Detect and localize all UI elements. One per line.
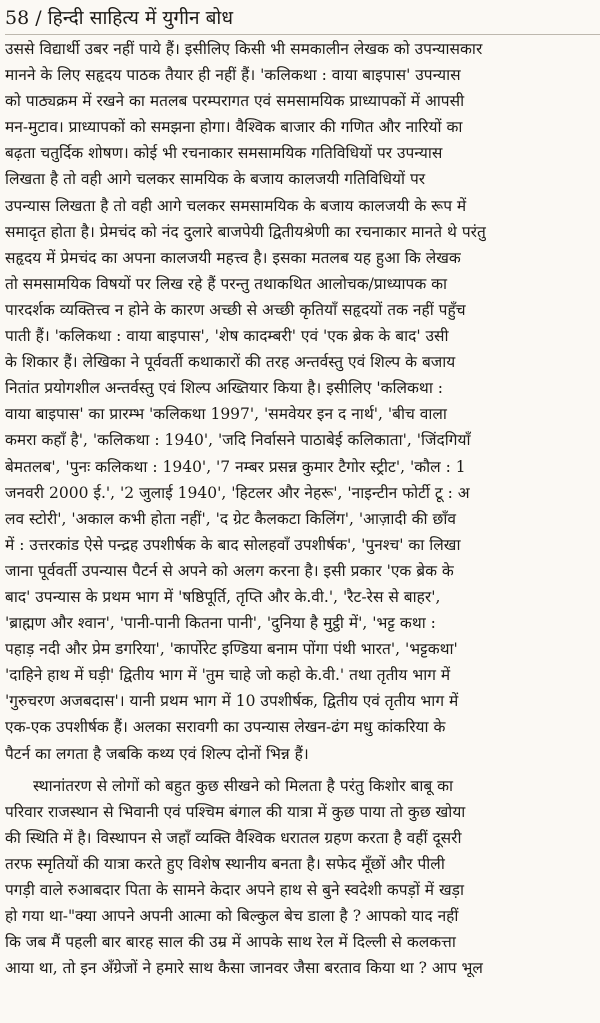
paragraph-1 bbox=[5, 36, 597, 767]
text-line: लिखता है तो वही आगे चलकर सामयिक के बजाय कालजयी गतिविधियों पर bbox=[5, 170, 426, 189]
text-line: कमरा कहाँ है', 'कलिकथा : 1940', 'जदि निर्वासने पाठाबेई कलिकाता', 'जिंदगियाँ bbox=[5, 431, 471, 450]
text-line: पगड़ी वाले रुआबदार पिता के सामने केदार अपने हाथ से बुने स्वदेशी कपड़ों में खड़ा bbox=[5, 881, 464, 899]
text-line: बढ़ता चतुर्दिक शोषण। कोई भी रचनाकार समसामयिक गतिविधियों पर उपन्यास bbox=[5, 144, 443, 163]
text-line: बेमतलब', 'पुनः कलिकथा : 1940', '7 नम्बर प्रसन्न कुमार टैगोर स्ट्रीट', 'कौल : 1 bbox=[5, 457, 466, 476]
text-line: वाया बाइपास' का प्रारम्भ 'कलिकथा 1997', 'समवेयर इन द नार्थ', 'बीच वाला bbox=[5, 405, 447, 424]
text-line: सहृदय में प्रेमचंद का अपना कालजयी महत्त्व है। इसका मतलब यह हुआ कि लेखक bbox=[5, 248, 461, 267]
body-text bbox=[5, 36, 597, 981]
text-line: नितांत प्रयोगशील अन्तर्वस्तु एवं शिल्प अख्तियार किया है। इसीलिए 'कलिकथा : bbox=[5, 379, 443, 398]
running-header bbox=[5, 6, 233, 30]
text-line: एक-एक उपशीर्षक हैं। अलका सरावगी का उपन्यास लेखन-ढंग मधु कांकरिया के bbox=[5, 718, 446, 737]
text-line: कि जब मैं पहली बार बारह साल की उम्र में आपके साथ रेल में दिल्ली से कलकत्ता bbox=[5, 933, 456, 952]
page-number: 58 bbox=[5, 7, 30, 29]
text-line: की स्थिति में है। विस्थापन से जहाँ व्यक्ति वैश्विक धरातल ग्रहण करता है वहीं दूसरी bbox=[5, 828, 462, 847]
text-line: स्थानांतरण से लोगों को बहुत कुछ सीखने को मिलता है परंतु किशोर बाबू का bbox=[33, 776, 454, 795]
text-line: पैटर्न का लगता है जबकि कथ्य एवं शिल्प दोनों भिन्न हैं। bbox=[5, 744, 309, 763]
text-line: तो समसामयिक विषयों पर लिख रहे हैं परन्तु तथाकथित आलोचक/प्राध्यापक का bbox=[5, 274, 448, 293]
text-line: उपन्यास लिखता है तो वही आगे चलकर समसामयिक के बजाय कालजयी के रूप में bbox=[5, 196, 467, 215]
text-line: जनवरी 2000 ई.', '2 जुलाई 1940', 'हिटलर और नेहरू', 'नाइन्टीन फोर्टी टू : अ bbox=[5, 483, 470, 502]
text-line: उससे विद्यार्थी उबर नहीं पाये हैं। इसीलिए किसी भी समकालीन लेखक को उपन्यासकार bbox=[5, 40, 483, 58]
text-line: पारदर्शक व्यक्तित्त्व न होने के कारण अच्छी से अच्छी कृतियाँ सहृदयों तक नहीं पहुँच bbox=[5, 300, 466, 319]
text-line: हो गया था-"क्या आपने अपनी आत्मा को बिल्कुल बेच डाला है ? आपको याद नहीं bbox=[5, 907, 459, 926]
text-line: 'गुरुचरण अजबदास'। यानी प्रथम भाग में 10 उपशीर्षक, द्वितीय एवं तृतीय भाग में bbox=[5, 692, 459, 711]
text-line: के शिकार हैं। लेखिका ने पूर्ववर्ती कथाकारों की तरह अन्तर्वस्तु एवं शिल्प के बजाय bbox=[5, 353, 456, 372]
text-line: 'ब्राह्मण और श्वान', 'पानी-पानी कितना पानी', 'दुनिया है मुट्ठी में', 'भट्ट कथा : bbox=[5, 614, 436, 633]
text-line: समादृत होता है। प्रेमचंद को नंद दुलारे बाजपेयी द्वितीयश्रेणी का रचनाकार मानते थे परंतु bbox=[5, 222, 486, 241]
text-line: को पाठ्यक्रम में रखने का मतलब परम्परागत एवं समसामयिक प्राध्यापकों में आपसी bbox=[5, 92, 465, 111]
text-line: तरफ स्मृतियों की यात्रा करते हुए विशेष स्थानीय बनता है। सफेद मूँछों और पीली bbox=[5, 854, 445, 873]
text-line: परिवार राजस्थान से भिवानी एवं पश्चिम बंगाल की यात्रा में कुछ पाया तो कुछ खोया bbox=[5, 802, 466, 821]
text-line: लव स्टोरी', 'अकाल कभी होता नहीं', 'द ग्रेट कैलकटा किलिंग', 'आज़ादी की छाँव bbox=[5, 509, 456, 528]
text-line: जाना पूर्ववर्ती उपन्यास पैटर्न से अपने को अलग करना है। इसी प्रकार 'एक ब्रेक के bbox=[5, 561, 454, 580]
text-line: मन-मुटाव। प्राध्यापकों को समझना होगा। वैश्विक बाजार की गणित और नारियों का bbox=[5, 118, 463, 137]
paragraph-2 bbox=[5, 773, 597, 982]
text-line: मानने के लिए सहृदय पाठक तैयार ही नहीं हैं। 'कलिकथा : वाया बाइपास' उपन्यास bbox=[5, 66, 461, 85]
text-line: पाती हैं। 'कलिकथा : वाया बाइपास', 'शेष कादम्बरी' एवं 'एक ब्रेक के बाद' उसी bbox=[5, 327, 449, 346]
header-separator: / bbox=[35, 7, 42, 29]
book-title: हिन्दी साहित्य में युगीन बोध bbox=[47, 7, 234, 29]
header-rule bbox=[5, 34, 600, 35]
text-line: आया था, तो इन अँग्रेजों ने हमारे साथ कैसा जानवर जैसा बरताव किया था ? आप भूल bbox=[5, 959, 483, 978]
text-line: पहाड़ नदी और प्रेम डगरिया', 'कार्पोरेट इण्डिया बनाम पोंगा पंथी भारत', 'भट्टकथा' bbox=[5, 640, 458, 659]
text-line: 'दाहिने हाथ में घड़ी' द्वितीय भाग में 'तुम चाहे जो कहो के.वी.' तथा तृतीय भाग में bbox=[5, 666, 451, 685]
text-line: बाद' उपन्यास के प्रथम भाग में 'षष्ठिपूर्ति, तृप्ति और के.वी.', 'रैट-रेस से बाहर', bbox=[5, 587, 441, 606]
text-line: में : उत्तरकांड ऐसे पन्द्रह उपशीर्षक के बाद सोलहवाँ उपशीर्षक', 'पुनश्च' का लिखा bbox=[5, 535, 461, 554]
